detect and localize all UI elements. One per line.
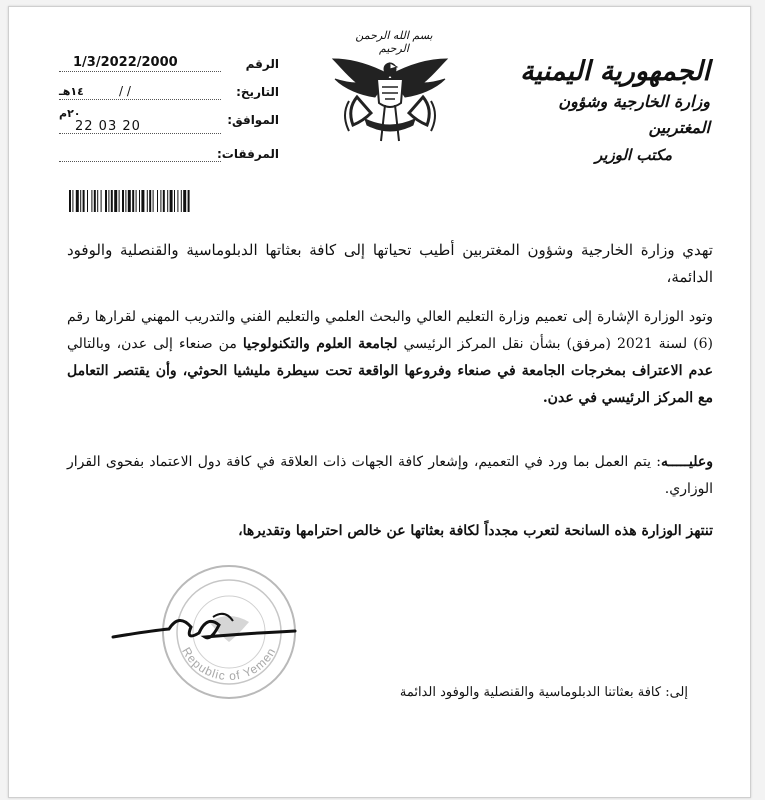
notice-text-2: من صنعاء إلى عدن، وبالتالي — [67, 336, 243, 352]
paragraph-closing: تنتهز الوزارة هذه السانحة لتعرب مجدداً لكافة بعثاتها عن خالص احترامها وتقديرها، — [238, 523, 713, 539]
instructions-text: : يتم العمل بما ورد في التعميم، وإشعار كافة الجهات ذات العلاقة في كافة دول الاعتماد بفحوى القرار الوزاري. — [67, 454, 713, 497]
barcode — [69, 190, 297, 212]
seal-text: Republic of Yemen — [179, 644, 279, 684]
equiv-date-value: 22 03 20 — [75, 119, 141, 134]
signature — [109, 607, 299, 652]
paragraph-greeting: تهدي وزارة الخارجية وشؤون المغتربين أطيب تحياتها إلى كافة بعثاتها الدبلوماسية والقنصلية والوفود الدائمة، — [67, 241, 713, 286]
letterhead-ministry: وزارة الخارجية وشؤون المغتربين — [558, 92, 710, 137]
equiv-label: الموافق: — [227, 113, 279, 127]
reference-block — [59, 57, 279, 175]
basmala: بسم الله الرحمن الرحيم — [355, 29, 433, 55]
eagle-emblem-icon — [327, 45, 453, 143]
attachments-label: المرفقات: — [217, 147, 279, 161]
non-recognition-text: عدم الاعتراف بمخرجات الجامعة في صنعاء وفروعها الواقعة تحت سيطرة مليشيا الحوثي، وأن يقتصر التعامل مع المركز الرئيسي في عدن. — [67, 363, 713, 406]
letterhead-office: مكتب الوزير — [595, 146, 672, 164]
recipients-line: إلى: كافة بعثاتنا الدبلوماسية والقنصلية والوفود الدائمة — [399, 685, 688, 700]
university-name: لجامعة العلوم والتكنولوجيا — [242, 336, 398, 352]
date-suffix: ١٤هـ — [59, 85, 84, 98]
ref-label: الرقم — [245, 57, 279, 71]
letter-page — [8, 6, 751, 798]
paragraph-notice — [67, 304, 713, 412]
ministry-letterhead — [500, 55, 710, 169]
equiv-suffix: ٢٠م — [59, 107, 81, 120]
date-label: التاريخ: — [236, 85, 279, 99]
paragraph-instructions — [67, 449, 713, 503]
ref-number: 1/3/2022/2000 — [73, 55, 178, 70]
instructions-lead: وعليـــــه — [661, 454, 713, 470]
date-slashes: / / — [119, 84, 131, 98]
letterhead-country: الجمهورية اليمنية — [520, 56, 710, 87]
notice-text-1: وتود الوزارة الإشارة إلى تعميم وزارة التعليم العالي والبحث العلمي والتعليم الفني والتدريب المهني لقرارها رقم (6) لسنة 2021 (مرفق) بشأن نقل المركز الرئيسي — [67, 309, 713, 352]
